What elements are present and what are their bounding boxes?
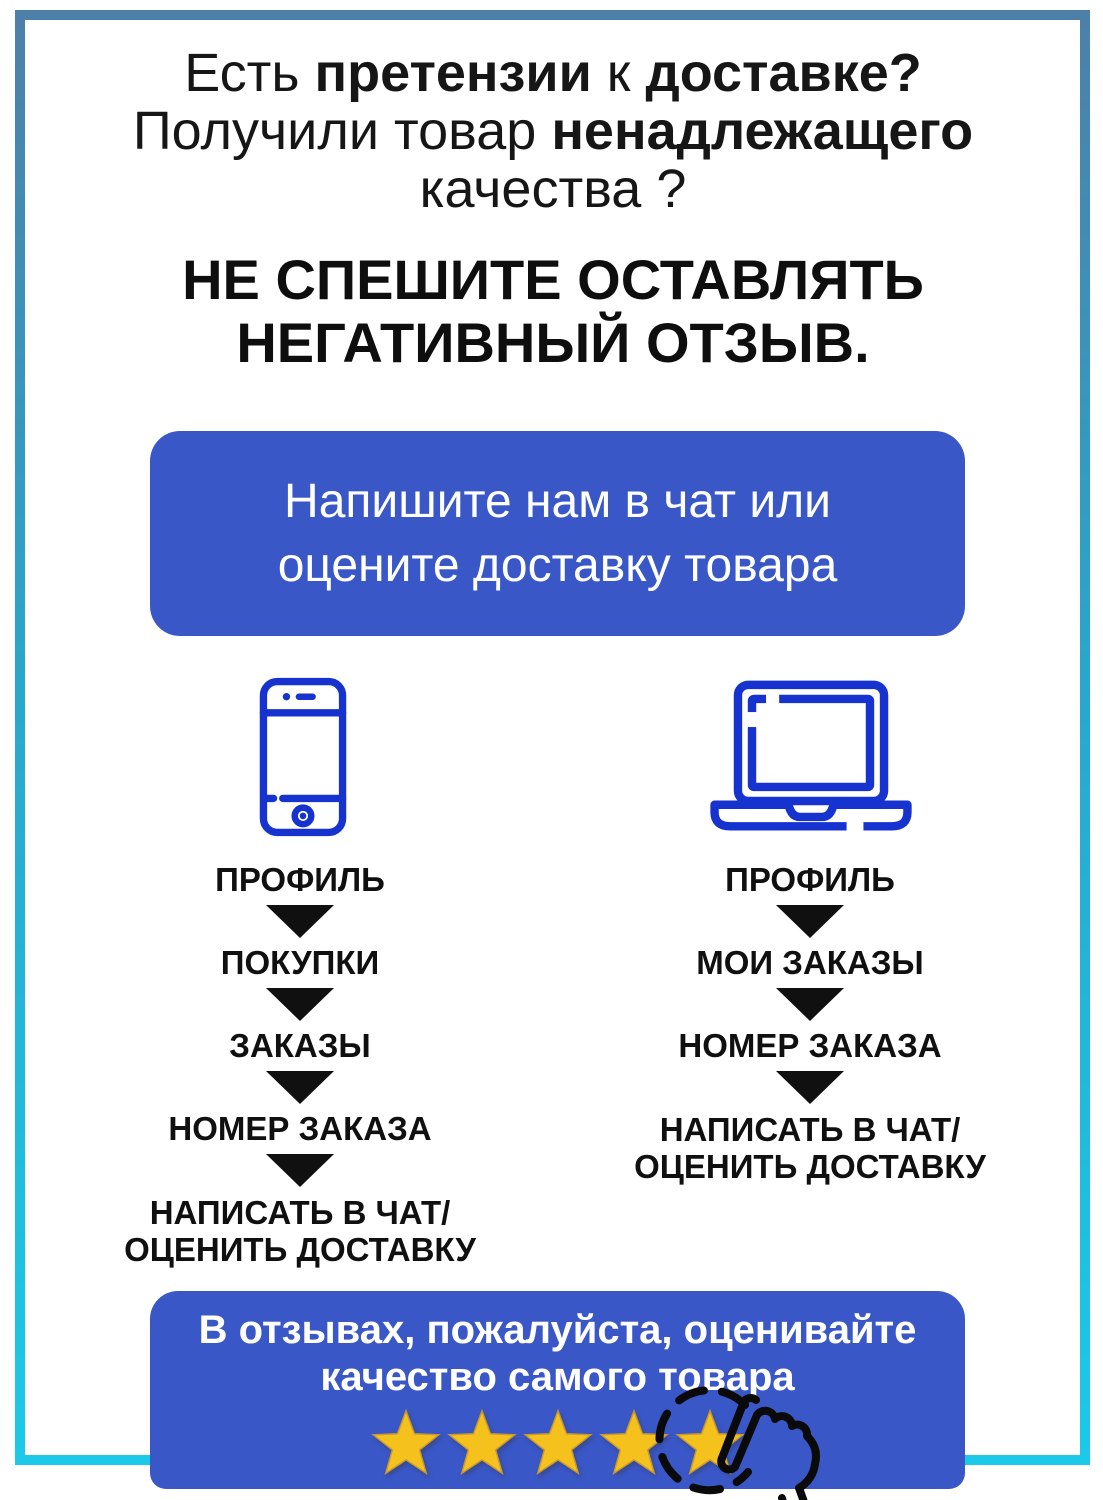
headline-text-bold: доставке?	[645, 43, 922, 103]
headline-line-3	[23, 160, 1083, 218]
flow-step: НОМЕР ЗАКАЗА	[168, 1110, 432, 1147]
star-icon	[446, 1409, 518, 1479]
headline-text: качества ?	[419, 159, 687, 219]
arrow-down-icon	[266, 1071, 334, 1104]
flow-step: НОМЕР ЗАКАЗА	[678, 1027, 942, 1064]
star-icon	[370, 1409, 442, 1479]
arrow-down-icon	[266, 905, 334, 938]
headline-text-bold: претензии	[314, 43, 592, 103]
warning-line-1: НЕ СПЕШИТЕ ОСТАВЛЯТЬ	[182, 248, 924, 311]
laptop-icon	[708, 678, 914, 836]
headline-text: к	[591, 43, 646, 103]
flow-step: ПРОФИЛЬ	[725, 861, 895, 898]
arrow-down-icon	[776, 1071, 844, 1104]
arrow-down-icon	[776, 905, 844, 938]
warning-heading	[23, 248, 1083, 374]
arrow-down-icon	[266, 988, 334, 1021]
tap-hand-icon	[630, 1362, 870, 1500]
smartphone-icon	[257, 676, 349, 838]
headline-line-1	[23, 44, 1083, 102]
flow-step: ПОКУПКИ	[220, 944, 380, 981]
arrow-down-icon	[266, 1154, 334, 1187]
flow-final-line-1: НАПИСАТЬ В ЧАТ/	[659, 1111, 961, 1148]
headline	[23, 44, 1083, 218]
flow-desktop	[595, 862, 1025, 1185]
flow-final-line-2: ОЦЕНИТЬ ДОСТАВКУ	[124, 1231, 476, 1268]
cta-line-2: оцените доставку товара	[277, 538, 838, 592]
arrow-down-icon	[776, 988, 844, 1021]
flow-final-step	[124, 1194, 476, 1268]
flow-final-line-1: НАПИСАТЬ В ЧАТ/	[149, 1194, 451, 1231]
cta-line-1: Напишите нам в чат или	[284, 474, 831, 528]
review-line-2: качество самого товара	[320, 1355, 795, 1399]
star-icon	[522, 1409, 594, 1479]
flow-mobile	[100, 862, 500, 1268]
flow-final-step	[634, 1111, 986, 1185]
headline-text: Получили товар	[132, 101, 552, 161]
flow-step: ПРОФИЛЬ	[215, 861, 385, 898]
cta-banner	[150, 431, 965, 636]
warning-line-2: НЕГАТИВНЫЙ ОТЗЫВ.	[236, 311, 870, 374]
flow-step: МОИ ЗАКАЗЫ	[696, 944, 924, 981]
review-line-1: В отзывах, пожалуйста, оценивайте	[198, 1308, 917, 1352]
flow-final-line-2: ОЦЕНИТЬ ДОСТАВКУ	[634, 1148, 986, 1185]
headline-text: Есть	[184, 43, 315, 103]
flow-step: ЗАКАЗЫ	[229, 1027, 371, 1064]
headline-line-2	[23, 102, 1083, 160]
headline-text-bold: ненадлежащего	[551, 101, 974, 161]
